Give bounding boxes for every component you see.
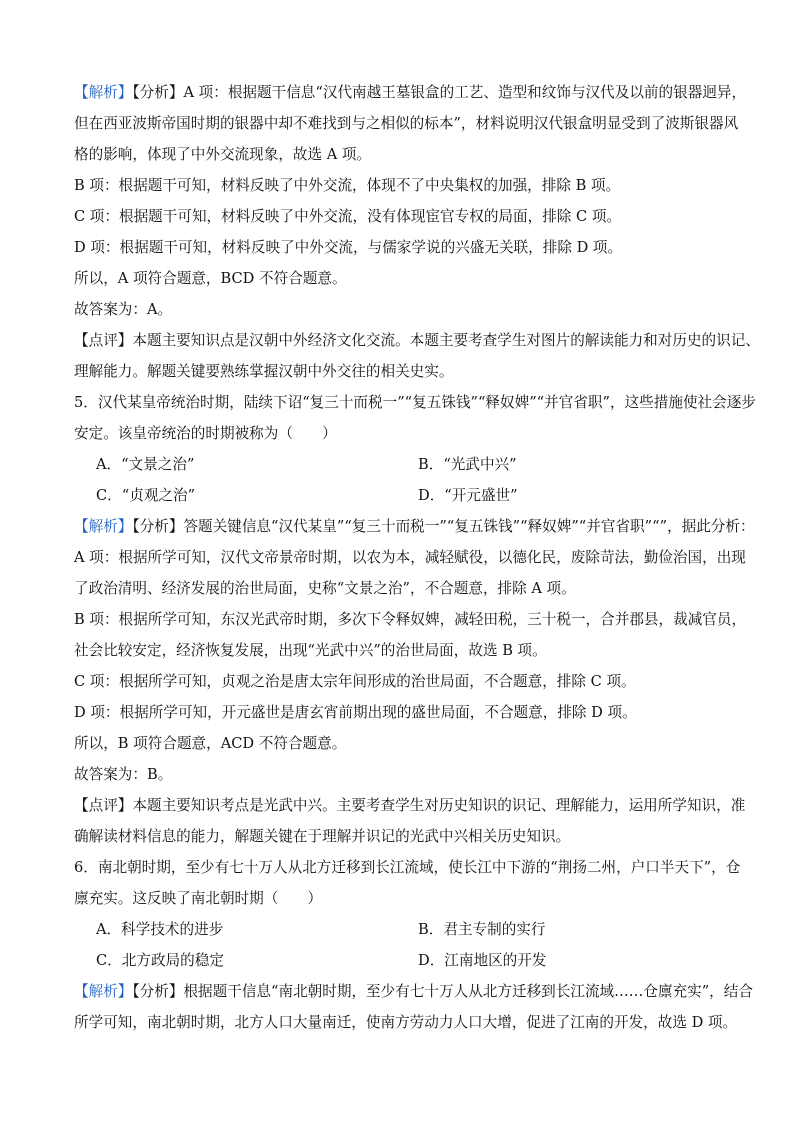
question-5-stem: 安定。该皇帝统治的时期被称为（ ） [74,425,337,442]
question-6-stem: 廪充实。这反映了南北朝时期（ ） [74,890,323,907]
text-line: 了政治清明、经济发展的治世局面，史称“文景之治”，不合题意，排除 A 项。 [74,580,576,597]
q5-option-d: D．“开元盛世” [418,487,518,504]
text-line: 格的影响，体现了中外交流现象，故选 A 项。 [74,146,372,163]
text-line: C 项：根据所学可知，贞观之治是唐太宗年间形成的治世局面，不合题意，排除 C 项。 [74,673,636,690]
q6-option-c: C．北方政局的稳定 [96,952,224,969]
text-line: 但在西亚波斯帝国时期的银器中却不难找到与之相似的标本”，材料说明汉代银盒明显受到了波斯银器风 [74,115,739,132]
text-line: 所学可知，南北朝时期，北方人口大量南迁，使南方劳动力人口大增，促进了江南的开发，故选 D 项。 [74,1014,738,1031]
q6-option-a: A．科学技术的进步 [96,921,224,938]
text-line: 确解读材料信息的能力，解题关键在于理解并识记的光武中兴相关历史知识。 [74,828,571,845]
text-line: 所以，A 项符合题意，BCD 不符合题意。 [74,270,347,287]
answer-line: 故答案为：A。 [74,301,173,318]
answer-line: 故答案为：B。 [74,766,173,783]
text-line: 所以，B 项符合题意，ACD 不符合题意。 [74,735,347,752]
question-6-stem: 6．南北朝时期，至少有七十万人从北方迁移到长江流域，使长江中下游的“荆扬二州，户口半天下”，仓 [74,859,741,876]
text-line: 理解能力。解题关键要熟练掌握汉朝中外交往的相关史实。 [74,363,454,380]
q5-option-b: B．“光武中兴” [418,456,517,473]
comment-line: 【点评】本题主要知识考点是光武中兴。主要考查学生对历史知识的识记、理解能力，运用所学知识，准 [74,797,746,814]
text-line: C 项：根据题干可知，材料反映了中外交流，没有体现宦官专权的局面，排除 C 项。 [74,208,622,225]
text-line: D 项：根据所学可知，开元盛世是唐玄宵前期出现的盛世局面，不合题意，排除 D 项。 [74,704,637,721]
q5-option-c: C．“贞观之治” [96,487,196,504]
analysis-tag: 【解析】 [74,518,133,535]
comment-tag: 【点评】 [74,332,133,349]
analysis-line: 【解析】【分析】根据题干信息“南北朝时期，至少有七十万人从北方迁移到长江流域……仓廪充实”，结合 [74,983,753,1000]
text-line: A 项：根据所学可知，汉代文帝景帝时期，以农为本，减轻赋役，以德化民，废除苛法，勤俭治国，出现 [74,549,746,566]
q5-option-a: A．“文景之治” [96,456,195,473]
analysis-tag: 【解析】 [74,983,133,1000]
comment-tag: 【点评】 [74,797,133,814]
text-line: D 项：根据题干可知，材料反映了中外交流，与儒家学说的兴盛无关联，排除 D 项。 [74,239,623,256]
question-5-stem: 5．汉代某皇帝统治时期，陆续下诏“复三十而税一”“复五铢钱”“释奴婢”“并官省职”，这些措施使社会逐步 [74,394,756,411]
analysis-line: 【解析】【分析】答题关键信息“汉代某皇”“复三十而税一”“复五铢钱”“释奴婢”“并官省职”“”，据此分析： [74,518,755,535]
text-line: 社会比较安定，经济恢复发展，出现“光武中兴”的治世局面，故选 B 项。 [74,642,547,659]
q6-option-d: D．江南地区的开发 [418,952,547,969]
analysis-tag: 【解析】 [74,84,133,101]
analysis-line: 【解析】【分析】A 项：根据题干信息“汉代南越王墓银盒的工艺、造型和纹饰与汉代及以前的银器迥异， [74,84,747,101]
q6-option-b: B．君主专制的实行 [418,921,546,938]
text-line: B 项：根据所学可知，东汉光武帝时期，多次下令释奴婢，减轻田税，三十税一，合并郡县，裁减官员， [74,611,747,628]
comment-line: 【点评】本题主要知识点是汉朝中外经济文化交流。本题主要考查学生对图片的解读能力和对历史的识记、 [74,332,760,349]
text-line: B 项：根据题干可知，材料反映了中外交流，体现不了中央集权的加强，排除 B 项。 [74,177,621,194]
